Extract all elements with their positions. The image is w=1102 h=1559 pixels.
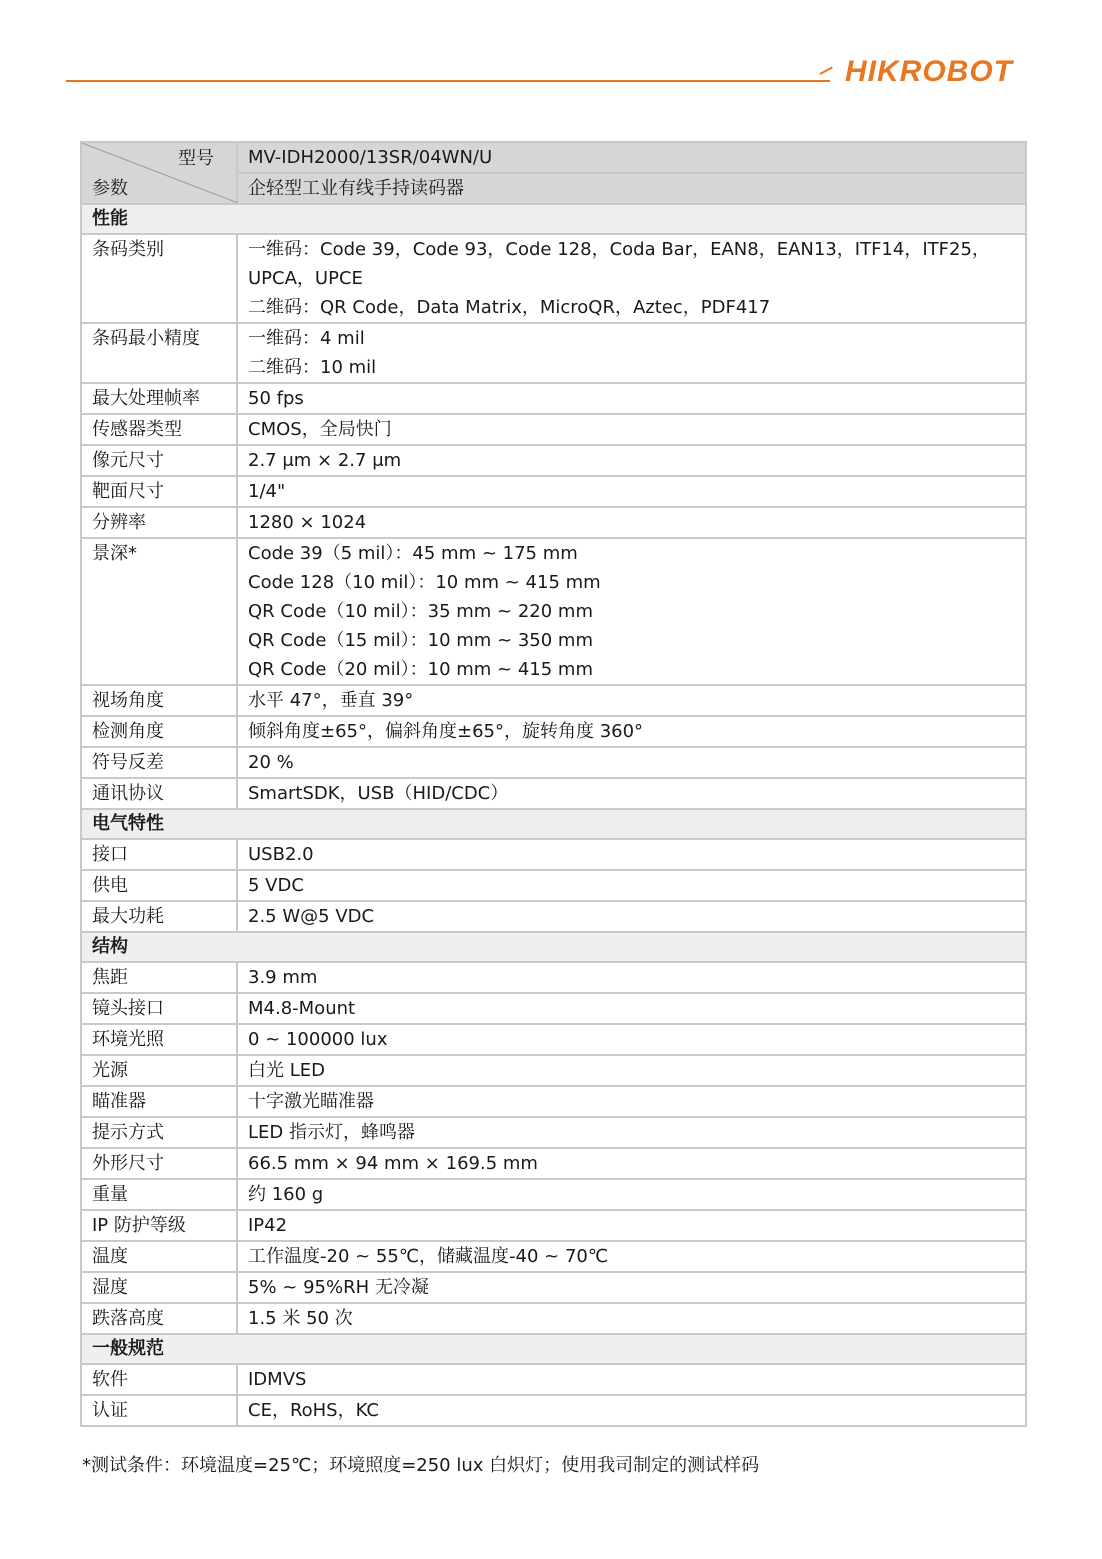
spec-label: 环境光照 [81,1024,237,1055]
spec-label: 供电 [81,870,237,901]
spec-value-line: Code 128（10 mil）：10 mm ~ 415 mm [248,572,601,593]
table-row [81,414,1026,445]
table-row [81,1117,1026,1148]
spec-value-line: SmartSDK，USB（HID/CDC） [248,783,509,804]
spec-value-line: 一维码：Code 39，Code 93，Code 128，Coda Bar，EAN8，EAN13，ITF14，ITF25， [248,239,990,260]
spec-value [237,1148,1026,1179]
header-rule-accent [820,67,833,75]
spec-value [237,1210,1026,1241]
spec-value-line: 二维码：QR Code，Data Matrix，MicroQR，Aztec，PDF417 [248,297,771,318]
spec-value-line: 50 fps [248,388,304,409]
table-row [81,962,1026,993]
spec-value-line: USB2.0 [248,844,314,865]
spec-value-line: 20 % [248,752,294,773]
table-row [81,1272,1026,1303]
spec-label: 检测角度 [81,716,237,747]
spec-label: 通讯协议 [81,778,237,809]
spec-label: IP 防护等级 [81,1210,237,1241]
spec-value-line: UPCA，UPCE [248,268,363,289]
spec-value [237,1303,1026,1334]
product-name: 企轻型工业有线手持读码器 [237,173,1026,204]
spec-label: 符号反差 [81,747,237,778]
spec-value-line: 1.5 米 50 次 [248,1308,353,1329]
spec-value-line: CMOS，全局快门 [248,419,392,440]
spec-value-line: 5% ~ 95%RH 无冷凝 [248,1277,429,1298]
spec-value-line: 1/4" [248,481,286,502]
table-row [81,901,1026,932]
spec-value [237,901,1026,932]
section-header-row [81,932,1026,962]
spec-value-line: 2.5 W@5 VDC [248,906,375,927]
spec-label: 最大处理帧率 [81,383,237,414]
spec-value-line: 水平 47°，垂直 39° [248,690,414,711]
spec-value [237,685,1026,716]
spec-value-line: M4.8-Mount [248,998,356,1019]
section-header-row [81,1334,1026,1364]
spec-label: 条码最小精度 [81,323,237,383]
table-row [81,476,1026,507]
spec-value-line: 一维码：4 mil [248,328,365,349]
spec-value [237,414,1026,445]
table-row [81,507,1026,538]
table-row [81,1179,1026,1210]
spec-value [237,1364,1026,1395]
table-row [81,1395,1026,1426]
spec-value [237,1086,1026,1117]
section-title: 性能 [81,204,1026,234]
section-header-row [81,809,1026,839]
table-row [81,1148,1026,1179]
spec-value [237,778,1026,809]
spec-label: 焦距 [81,962,237,993]
spec-value [237,1179,1026,1210]
spec-value-line: IDMVS [248,1369,307,1390]
spec-label: 软件 [81,1364,237,1395]
table-header-row [81,142,1026,173]
header-rule [66,80,830,82]
spec-value-line: 0 ~ 100000 lux [248,1029,388,1050]
spec-value-line: 3.9 mm [248,967,318,988]
spec-label: 靶面尺寸 [81,476,237,507]
spec-label: 条码类别 [81,234,237,323]
table-row [81,839,1026,870]
spec-value [237,1395,1026,1426]
table-row [81,716,1026,747]
table-row [81,1210,1026,1241]
spec-value [237,870,1026,901]
spec-value-line: 66.5 mm × 94 mm × 169.5 mm [248,1153,538,1174]
table-row [81,323,1026,383]
spec-value-line: 二维码：10 mil [248,357,377,378]
spec-label: 湿度 [81,1272,237,1303]
spec-value [237,234,1026,323]
spec-label: 温度 [81,1241,237,1272]
spec-value-line: 工作温度-20 ~ 55℃，储藏温度-40 ~ 70℃ [248,1246,609,1267]
table-row [81,1024,1026,1055]
section-title: 结构 [81,932,1026,962]
spec-label: 景深* [81,538,237,685]
spec-label: 光源 [81,1055,237,1086]
spec-value [237,383,1026,414]
table-row [81,778,1026,809]
model-value: MV-IDH2000/13SR/04WN/U [237,142,1026,173]
param-label: 参数 [92,178,128,199]
spec-label: 像元尺寸 [81,445,237,476]
spec-value-line: 十字激光瞄准器 [248,1091,374,1112]
table-row [81,1055,1026,1086]
spec-value [237,476,1026,507]
spec-value-line: 白光 LED [248,1060,325,1081]
spec-value-line: Code 39（5 mil）：45 mm ~ 175 mm [248,543,578,564]
spec-value-line: QR Code（20 mil）：10 mm ~ 415 mm [248,659,594,680]
section-header-row [81,204,1026,234]
diagonal-header-cell [81,142,237,204]
spec-label: 视场角度 [81,685,237,716]
spec-value-line: QR Code（15 mil）：10 mm ~ 350 mm [248,630,594,651]
spec-value-line: 2.7 μm × 2.7 μm [248,450,402,471]
spec-label: 最大功耗 [81,901,237,932]
spec-value [237,1241,1026,1272]
spec-value [237,323,1026,383]
spec-value [237,993,1026,1024]
table-row [81,234,1026,323]
spec-value-line: CE，RoHS，KC [248,1400,380,1421]
spec-label: 传感器类型 [81,414,237,445]
spec-value [237,716,1026,747]
spec-value-line: QR Code（10 mil）：35 mm ~ 220 mm [248,601,594,622]
section-title: 电气特性 [81,809,1026,839]
table-row [81,1303,1026,1334]
spec-value-line: 1280 × 1024 [248,512,367,533]
spec-table [80,141,1027,1427]
spec-value-line: LED 指示灯，蜂鸣器 [248,1122,415,1143]
model-label: 型号 [178,148,214,169]
spec-value [237,445,1026,476]
table-row [81,383,1026,414]
spec-value [237,839,1026,870]
spec-value-line: 约 160 g [248,1184,324,1205]
table-row [81,993,1026,1024]
table-row [81,1241,1026,1272]
spec-label: 提示方式 [81,1117,237,1148]
table-row [81,1364,1026,1395]
spec-value-line: IP42 [248,1215,288,1236]
spec-label: 瞄准器 [81,1086,237,1117]
spec-label: 外形尺寸 [81,1148,237,1179]
spec-value [237,747,1026,778]
spec-value [237,1272,1026,1303]
table-row [81,445,1026,476]
table-row [81,870,1026,901]
spec-label: 重量 [81,1179,237,1210]
spec-label: 跌落高度 [81,1303,237,1334]
footnote: *测试条件：环境温度=25℃；环境照度=250 lux 白炽灯；使用我司制定的测试样码 [82,1455,760,1476]
spec-label: 接口 [81,839,237,870]
spec-value [237,962,1026,993]
spec-value [237,1117,1026,1148]
table-row [81,747,1026,778]
spec-value [237,1055,1026,1086]
spec-value-line: 5 VDC [248,875,304,896]
brand-logo: HIKROBOT [845,55,1013,88]
spec-label: 认证 [81,1395,237,1426]
table-row [81,685,1026,716]
spec-value [237,1024,1026,1055]
table-row [81,538,1026,685]
table-row [81,1086,1026,1117]
spec-label: 分辨率 [81,507,237,538]
spec-value [237,507,1026,538]
spec-value-line: 倾斜角度±65°，偏斜角度±65°，旋转角度 360° [248,721,644,742]
section-title: 一般规范 [81,1334,1026,1364]
spec-value [237,538,1026,685]
spec-label: 镜头接口 [81,993,237,1024]
